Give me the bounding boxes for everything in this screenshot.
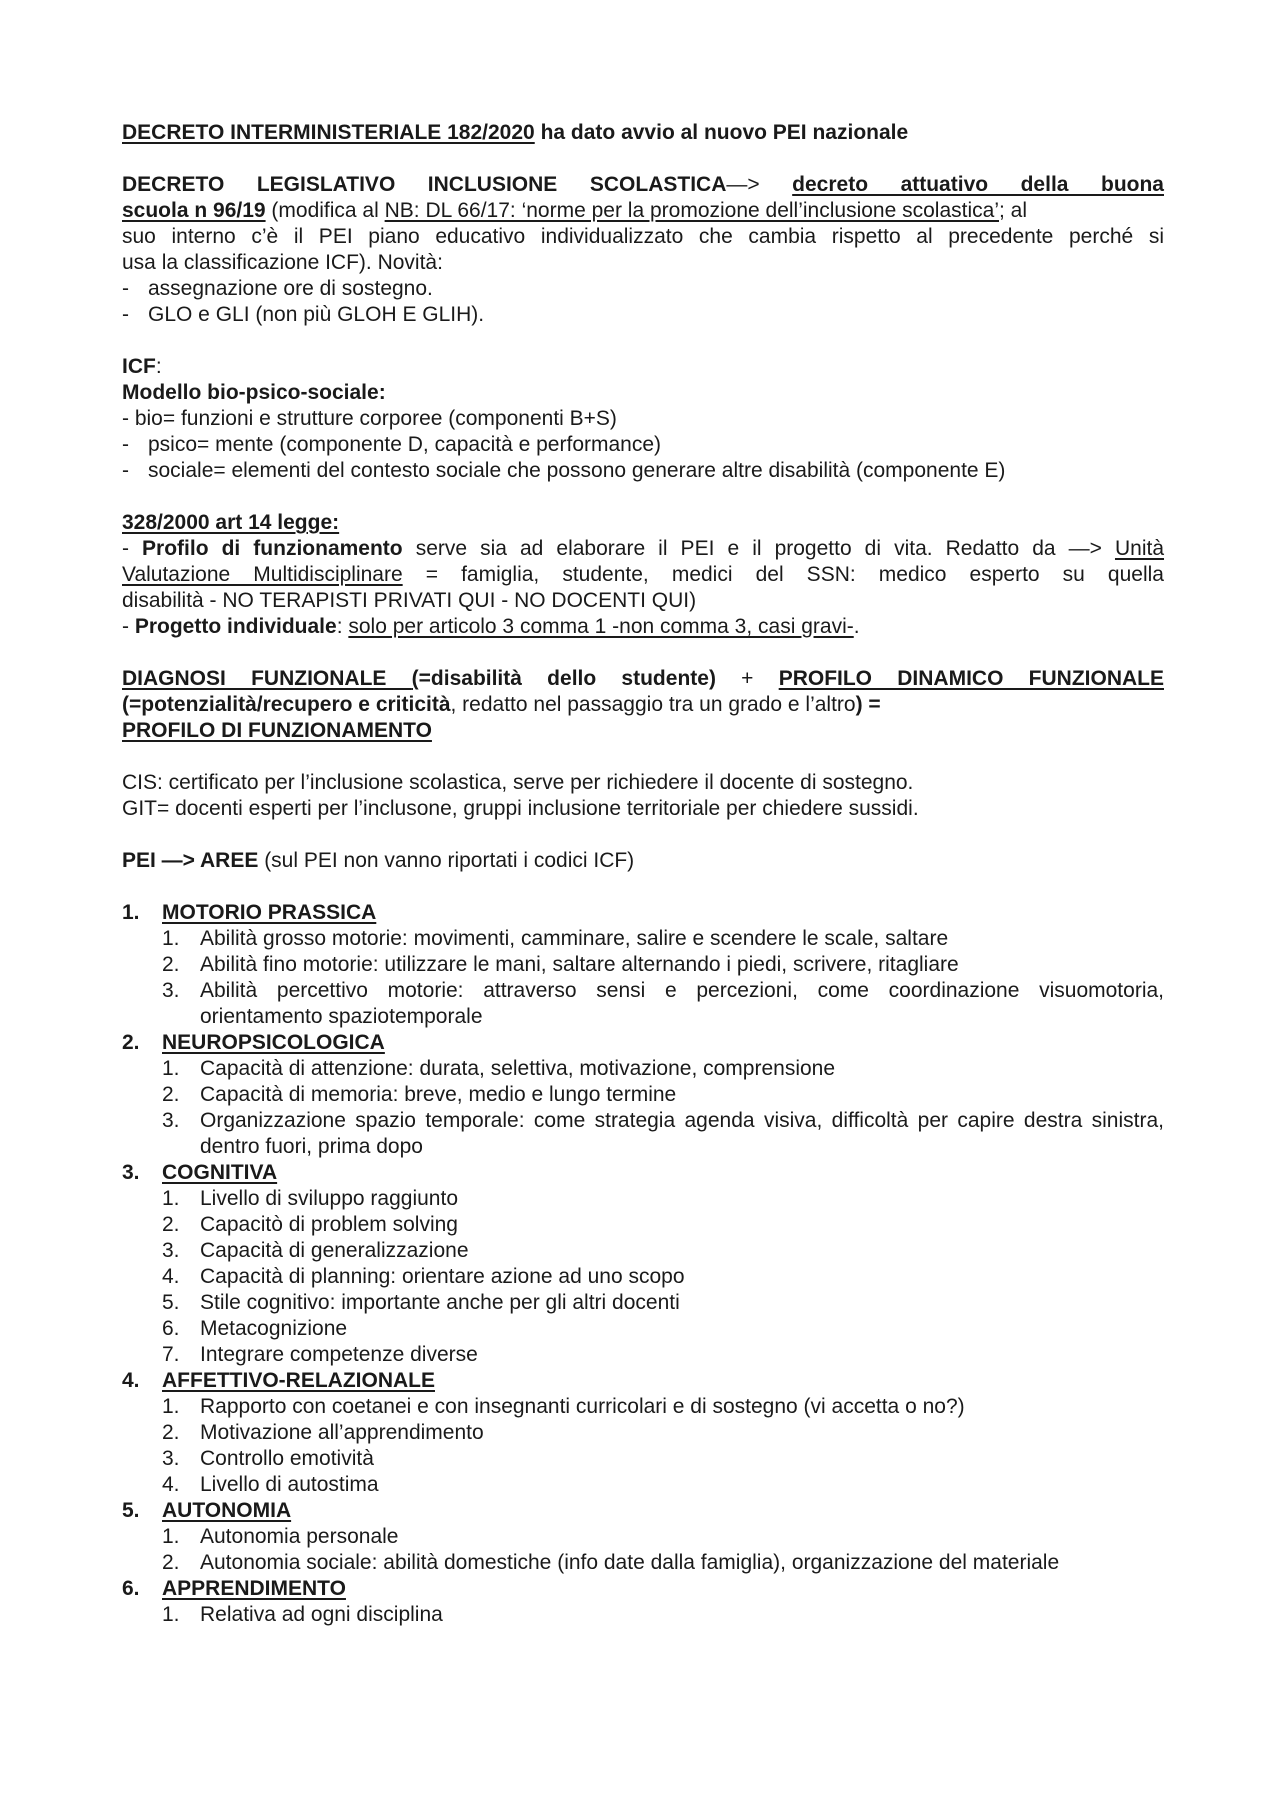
cis-line: CIS: certificato per l’inclusione scolastica, serve per richiedere il docente di sostegno. xyxy=(122,771,914,794)
list-item: 3. Controllo emotività xyxy=(162,1447,374,1470)
list-item: 6. Metacognizione xyxy=(162,1317,348,1340)
sub-list xyxy=(122,1056,1164,1160)
area-heading xyxy=(122,1030,1164,1056)
list-item: 1. Autonomia personale xyxy=(162,1525,399,1548)
icf-section: ICF: Modello bio-psico-sociale: - bio= funzioni e strutture corporee (componenti B+S) - psico= mente (componente D, capacità e performance) - sociale= elementi del contesto sociale che possono generare altre disabilità (componente E) xyxy=(122,354,1164,484)
area-heading xyxy=(122,1498,1164,1524)
decree-title: DECRETO INTERMINISTERIALE 182/2020 ha dato avvio al nuovo PEI nazionale xyxy=(122,121,909,144)
sub-list xyxy=(122,1524,1164,1576)
area-title: NEUROPSICOLOGICA xyxy=(162,1031,385,1054)
list-item: 2. Capacitò di problem solving xyxy=(162,1213,458,1236)
area-number: 6. xyxy=(122,1577,140,1600)
area-item xyxy=(122,900,1164,1030)
area-heading xyxy=(122,1160,1164,1186)
area-title: AFFETTIVO-RELAZIONALE xyxy=(162,1369,435,1392)
area-number: 1. xyxy=(122,901,140,924)
area-item xyxy=(122,1498,1164,1576)
list-item: 3. Organizzazione spazio temporale: come strategia agenda visiva, difficoltà per capire destra sinistra, dentro fuori, prima dopo xyxy=(162,1109,1164,1158)
sub-list xyxy=(122,926,1164,1030)
list-item: - sociale= elementi del contesto sociale che possono generare altre disabilità (componente E) xyxy=(122,459,1006,482)
area-heading xyxy=(122,900,1164,926)
list-item: 4. Capacità di planning: orientare azione ad uno scopo xyxy=(162,1265,685,1288)
area-title: AUTONOMIA xyxy=(162,1499,292,1522)
list-item: 3. Capacità di generalizzazione xyxy=(162,1239,469,1262)
area-title: MOTORIO PRASSICA xyxy=(162,901,377,924)
areas-list xyxy=(122,900,1164,1628)
diagnosi-section: DIAGNOSI FUNZIONALE (=disabilità dello studente) + PROFILO DINAMICO FUNZIONALE (=potenzialità/recupero e criticità, redatto nel passaggio tra un grado e l’altro) = PROFILO DI FUNZIONAMENTO xyxy=(122,667,1164,742)
list-item: 5. Stile cognitivo: importante anche per gli altri docenti xyxy=(162,1291,680,1314)
sub-list xyxy=(122,1186,1164,1368)
sub-list xyxy=(122,1602,1164,1628)
area-item xyxy=(122,1368,1164,1498)
area-title: APPRENDIMENTO xyxy=(162,1577,346,1600)
list-item: 1. Capacità di attenzione: durata, selettiva, motivazione, comprensione xyxy=(162,1057,836,1080)
list-item: 1. Abilità grosso motorie: movimenti, camminare, salire e scendere le scale, saltare xyxy=(162,927,949,950)
area-item xyxy=(122,1160,1164,1368)
list-item: 2. Autonomia sociale: abilità domestiche (info date dalla famiglia), organizzazione del materiale xyxy=(162,1551,1060,1574)
area-item xyxy=(122,1576,1164,1628)
area-heading xyxy=(122,1576,1164,1602)
area-number: 5. xyxy=(122,1499,140,1522)
pei-aree-heading: PEI —> AREE (sul PEI non vanno riportati i codici ICF) xyxy=(122,849,635,872)
area-heading xyxy=(122,1368,1164,1394)
sub-list xyxy=(122,1394,1164,1498)
area-number: 3. xyxy=(122,1161,140,1184)
area-number: 2. xyxy=(122,1031,140,1054)
list-item: 7. Integrare competenze diverse xyxy=(162,1343,478,1366)
list-item: - GLO e GLI (non più GLOH E GLIH). xyxy=(122,303,485,326)
list-item: 2. Motivazione all’apprendimento xyxy=(162,1421,484,1444)
list-item: 3. Abilità percettivo motorie: attraverso sensi e percezioni, come coordinazione visuomotoria, orientamento spaziotemporale xyxy=(162,979,1164,1028)
list-item: 2. Abilità fino motorie: utilizzare le mani, saltare alternando i piedi, scrivere, ritagliare xyxy=(162,953,959,976)
git-line: GIT= docenti esperti per l’inclusone, gruppi inclusione territoriale per chiedere sussidi. xyxy=(122,797,919,820)
list-item: 2. Capacità di memoria: breve, medio e lungo termine xyxy=(162,1083,677,1106)
area-number: 4. xyxy=(122,1369,140,1392)
list-item: 1. Relativa ad ogni disciplina xyxy=(162,1603,443,1626)
list-item: - assegnazione ore di sostegno. xyxy=(122,277,433,300)
area-title: COGNITIVA xyxy=(162,1161,278,1184)
list-item: 1. Livello di sviluppo raggiunto xyxy=(162,1187,458,1210)
area-item xyxy=(122,1030,1164,1160)
list-item: 4. Livello di autostima xyxy=(162,1473,379,1496)
list-item: 1. Rapporto con coetanei e con insegnanti curricolari e di sostegno (vi accetta o no?) xyxy=(162,1395,965,1418)
legge-section: 328/2000 art 14 legge: - Profilo di funzionamento serve sia ad elaborare il PEI e il progetto di vita. Redatto da —> Unità Valutazione Multidisciplinare = famiglia, studente, medici del SSN: medico esperto su quella disabilità - NO TERAPISTI PRIVATI QUI - NO DOCENTI QUI) - Progetto individuale: solo per articolo 3 comma 1 -non comma 3, casi gravi-. xyxy=(122,511,1165,638)
list-item: - psico= mente (componente D, capacità e performance) xyxy=(122,433,662,456)
dlgs-section: DECRETO LEGISLATIVO INCLUSIONE SCOLASTICA—> decreto attuativo della buona scuola n 96/19 (modifica al NB: DL 66/17: ‘norme per la promozione dell’inclusione scolastica’; al suo interno c’è il PEI piano educativo individualizzato che cambia rispetto al precedente perché si usa la classificazione ICF). Novità: - assegnazione ore di sostegno. - GLO e GLI (non più GLOH E GLIH). xyxy=(122,173,1164,326)
